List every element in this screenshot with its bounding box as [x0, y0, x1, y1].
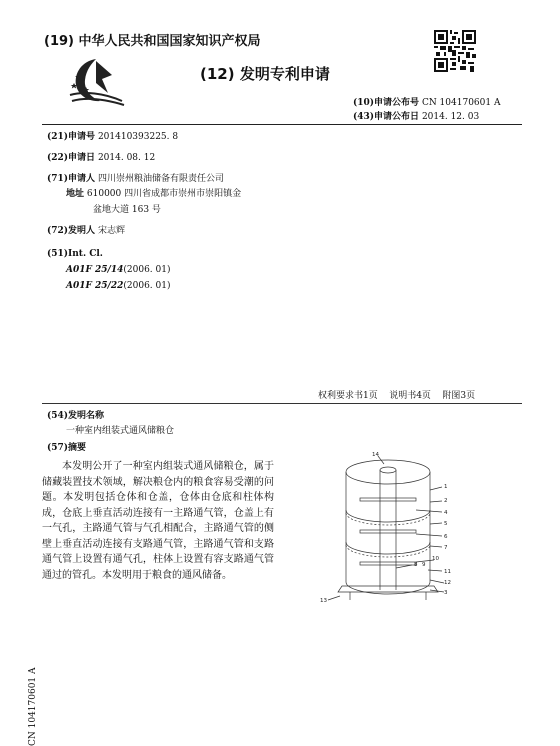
publication-number-code: (10)	[353, 98, 375, 108]
int-cl-code: (51)	[47, 249, 69, 259]
applicant	[47, 172, 224, 186]
title-code: (54)	[47, 411, 69, 421]
label-13: 13	[320, 598, 327, 604]
application-date-value: 2014. 08. 12	[97, 153, 156, 163]
application-date-label: 申请日	[68, 153, 96, 163]
granary-drawing	[320, 450, 470, 610]
ipc-entry-2	[66, 279, 170, 293]
doc-kind-line	[200, 63, 330, 84]
application-number-code: (21)	[47, 132, 69, 142]
abstract-heading	[47, 441, 86, 455]
ipc-year-2: (2006. 01)	[123, 281, 171, 291]
int-cl	[47, 247, 103, 261]
label-14: 14	[372, 452, 379, 458]
applicant-value: 四川崇州粮油储备有限责任公司	[97, 174, 224, 184]
page-counts	[318, 389, 475, 403]
drawings-count: 附图3页	[442, 391, 476, 401]
side-publication-number: CN 104170601 A	[28, 667, 38, 746]
qr-code-icon	[434, 30, 476, 72]
publication-date-code: (43)	[353, 112, 375, 122]
claims-count: 权利要求书1页	[318, 391, 378, 401]
label-3: 3	[444, 590, 448, 596]
address-label: 地址	[66, 189, 85, 199]
header-rule	[42, 124, 522, 125]
abstract-code: (57)	[47, 443, 69, 453]
doc-kind-code: (12)	[200, 65, 235, 83]
authority-code: (19)	[44, 34, 74, 49]
title-heading	[47, 409, 104, 423]
ipc-year-1: (2006. 01)	[123, 265, 171, 275]
label-11: 11	[444, 569, 451, 575]
publication-number-label: 申请公布号	[374, 98, 420, 108]
ipc-entry-1	[66, 263, 170, 277]
label-4: 4	[444, 510, 448, 516]
abstract-label: 摘要	[68, 443, 87, 453]
invention-title: 一种室内组装式通风储粮仓	[66, 426, 175, 436]
address-continued: 盆地大道 163 号	[93, 205, 161, 215]
abstract-text: 本发明公开了一种室内组装式通风储粮仓，属于储藏装置技术领域，解决粮仓内的粮食容易受潮的问题。本发明包括仓体和仓盖，仓体由仓底和柱体构成，仓底上垂直活动连接有一主路通气管，仓盖上有一气孔，主路通气管与气孔相配合，主路通气管的侧壁上垂直活动连接有支路通气管，主路通气管和支路通气管上设置有通气孔，柱体上设置有容支路通气管通过的管孔。本发明用于粮食的通风储备。	[42, 461, 274, 581]
publication-date-value: 2014. 12. 03	[421, 112, 480, 122]
inventor-label: 发明人	[68, 226, 96, 236]
counts-rule	[42, 403, 522, 404]
publication-number-value: CN 104170601 A	[421, 98, 501, 108]
label-10: 10	[432, 556, 439, 562]
application-number	[47, 130, 178, 144]
label-7: 7	[444, 545, 448, 551]
address-line1: 610000 四川省成都市崇州市崇阳镇金	[86, 189, 242, 199]
label-8: 8	[414, 562, 418, 568]
applicant-code: (71)	[47, 174, 69, 184]
ipc-code-2: A01F 25/22	[66, 281, 124, 291]
cnipa-logo-icon	[66, 55, 128, 107]
inventor-code: (72)	[47, 226, 69, 236]
label-9: 9	[422, 562, 426, 568]
authority-line	[44, 30, 261, 49]
applicant-label: 申请人	[68, 174, 96, 184]
application-number-label: 申请号	[68, 132, 96, 142]
application-date-code: (22)	[47, 153, 69, 163]
publication-date	[353, 110, 479, 124]
label-5: 5	[444, 521, 448, 527]
description-count: 说明书4页	[389, 391, 431, 401]
authority-name: 中华人民共和国国家知识产权局	[78, 34, 261, 49]
int-cl-label: Int. Cl.	[68, 249, 103, 259]
label-2: 2	[444, 498, 448, 504]
label-12: 12	[444, 580, 451, 586]
application-number-value: 201410393225. 8	[97, 132, 179, 142]
inventor-value: 宋志辉	[97, 226, 125, 236]
application-date	[47, 151, 155, 165]
label-1: 1	[444, 484, 448, 490]
ipc-code-1: A01F 25/14	[66, 265, 124, 275]
publication-number	[353, 96, 500, 110]
inventor	[47, 224, 125, 238]
address	[66, 187, 241, 201]
title-label: 发明名称	[68, 411, 105, 421]
label-6: 6	[444, 534, 448, 540]
publication-date-label: 申请公布日	[374, 112, 420, 122]
doc-kind-title: 发明专利申请	[239, 65, 330, 83]
